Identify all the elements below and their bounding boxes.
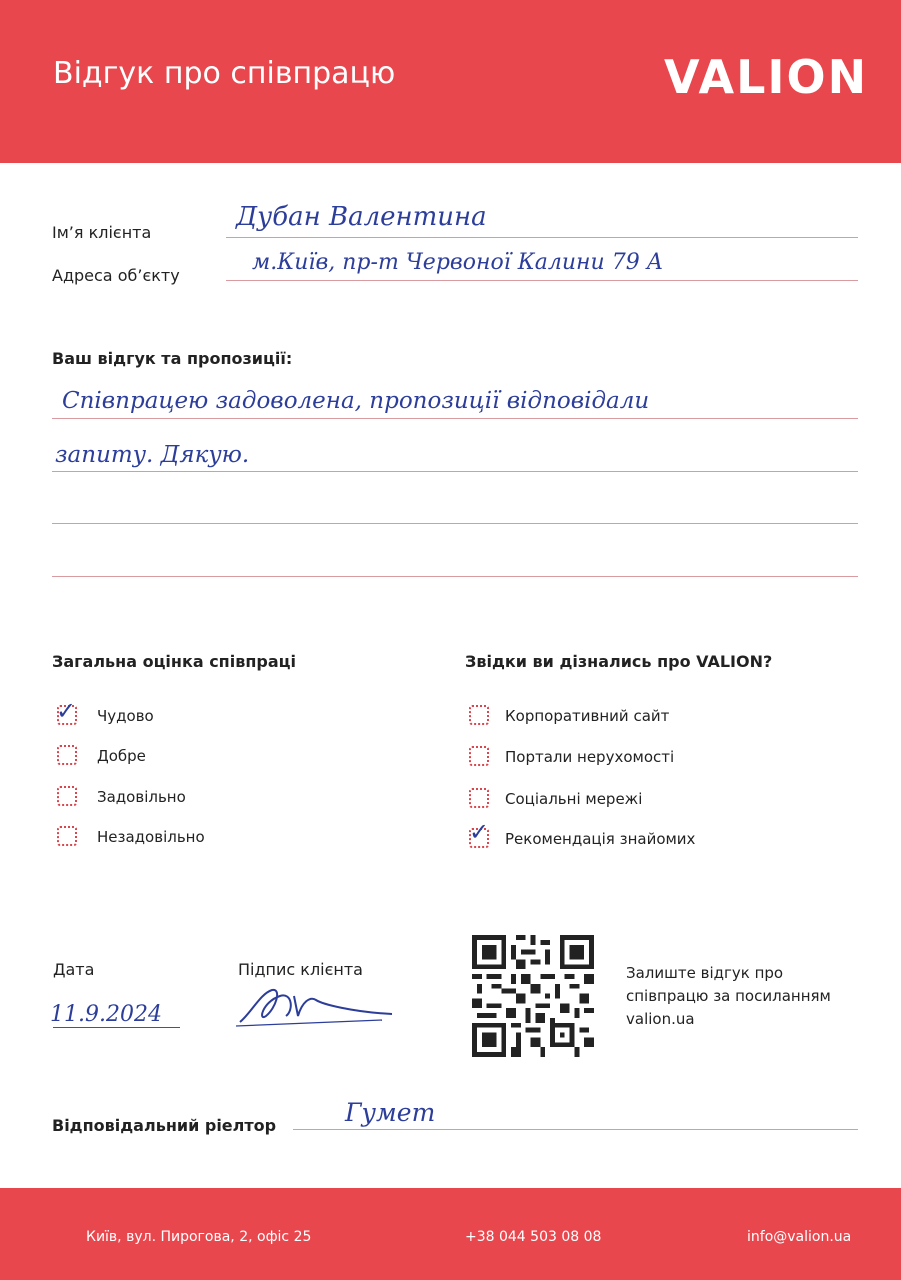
feedback-label: Ваш відгук та пропозиції: <box>52 349 293 368</box>
source-checkbox-portals[interactable] <box>469 746 489 766</box>
qr-code-icon[interactable] <box>471 935 595 1057</box>
realtor-label: Відповідальний ріелтор <box>52 1116 277 1135</box>
source-option-recommendation: Рекомендація знайомих <box>505 830 696 848</box>
check-mark-icon: ✓ <box>469 818 490 846</box>
rating-checkbox-good[interactable] <box>57 745 77 765</box>
client-name-value: Дубан Валентина <box>236 202 487 232</box>
valion-logo: VALION <box>664 50 869 104</box>
rating-option-satisfactory: Задовільно <box>97 788 186 806</box>
date-label: Дата <box>53 960 95 979</box>
client-name-line <box>226 237 858 238</box>
date-line <box>53 1027 180 1028</box>
feedback-line-3 <box>52 523 858 524</box>
address-label: Адреса об’єкту <box>52 266 180 285</box>
date-value: 11.9.2024 <box>50 1002 162 1027</box>
footer-phone[interactable]: +38 044 503 08 08 <box>465 1229 602 1245</box>
rating-option-good: Добре <box>97 747 146 765</box>
realtor-line <box>293 1129 858 1130</box>
rating-checkbox-satisfactory[interactable] <box>57 786 77 806</box>
source-option-website: Корпоративний сайт <box>505 707 670 725</box>
source-checkbox-social[interactable] <box>469 788 489 808</box>
source-title: Звідки ви дізнались про VALION? <box>465 652 773 671</box>
check-mark-icon: ✓ <box>56 697 77 725</box>
rating-title: Загальна оцінка співпраці <box>52 652 296 671</box>
qr-caption-1: Залиште відгук про <box>626 964 784 982</box>
address-value: м.Київ, пр-т Червоної Калини 79 А <box>252 250 664 275</box>
feedback-text-2: запиту. Дякую. <box>55 442 250 468</box>
rating-checkbox-unsatisfactory[interactable] <box>57 826 77 846</box>
source-option-social: Соціальні мережі <box>505 790 643 808</box>
realtor-value: Гумет <box>345 1098 436 1127</box>
rating-option-unsatisfactory: Незадовільно <box>97 828 205 846</box>
page-title: Відгук про співпрацю <box>53 56 396 91</box>
rating-option-excellent: Чудово <box>97 707 154 725</box>
address-line <box>226 280 858 281</box>
feedback-line-2 <box>52 471 858 472</box>
qr-caption-link[interactable]: valion.ua <box>626 1010 695 1028</box>
footer-email[interactable]: info@valion.ua <box>747 1229 852 1245</box>
source-checkbox-website[interactable] <box>469 705 489 725</box>
feedback-line-1 <box>52 418 858 419</box>
client-name-label: Ім’я клієнта <box>52 223 152 242</box>
qr-caption-2: співпрацю за посиланням <box>626 987 831 1005</box>
feedback-line-4 <box>52 576 858 577</box>
signature-label: Підпис клієнта <box>238 960 363 979</box>
feedback-text-1: Співпрацею задоволена, пропозиції відповідали <box>62 388 650 414</box>
footer-address: Київ, вул. Пирогова, 2, офіс 25 <box>86 1229 312 1245</box>
client-signature <box>232 982 402 1032</box>
source-option-portals: Портали нерухомості <box>505 748 675 766</box>
